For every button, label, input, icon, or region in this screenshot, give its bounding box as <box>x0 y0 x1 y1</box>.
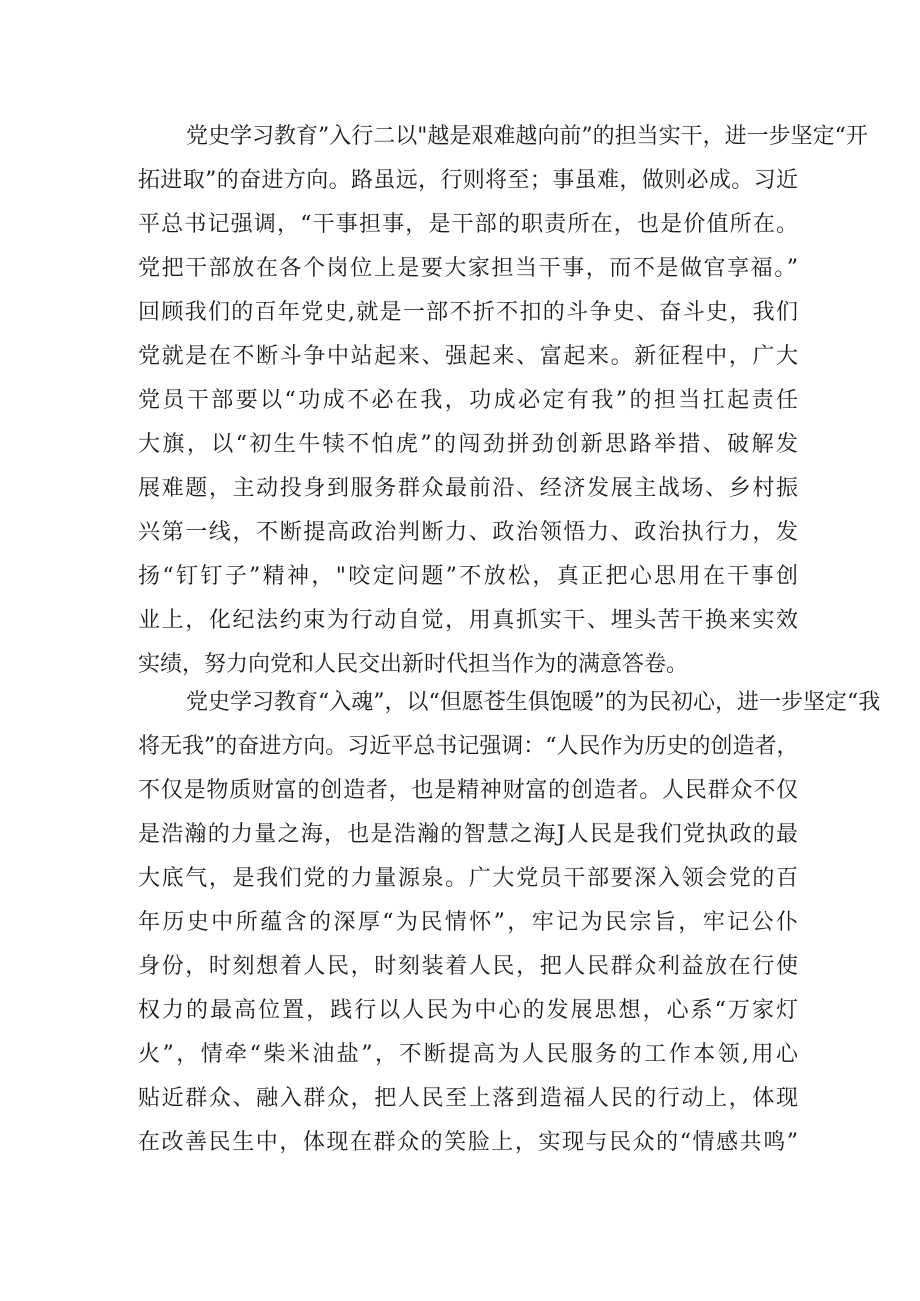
paragraph-2-line-5: 大底气，是我们党的力量源泉。广大党员干部要深入领会党的百 <box>138 866 798 891</box>
paragraph-2-line-8: 权力的最高位置，践行以人民为中心的发展思想，心系“万家灯 <box>138 998 798 1023</box>
paragraph-2-line-7: 身份，时刻想着人民，时刻装着人民，把人民群众利益放在行使 <box>138 954 798 979</box>
paragraph-1-line-10: 兴第一线，不断提高政治判断力、政治领悟力、政治执行力，发 <box>138 520 798 545</box>
paragraph-2-line-10: 贴近群众、融入群众，把人民至上落到造福人民的行动上，体现 <box>138 1086 798 1111</box>
paragraph-1-line-2: 拓进取”的奋进方向。路虽远，行则将至；事虽难，做则必成。习近 <box>138 168 798 193</box>
paragraph-2-line-1: 党史学习教育“入魂”，以“但愿苍生俱饱暖”的为民初心，进一步坚定“我 <box>186 690 881 715</box>
paragraph-2-line-2: 将无我”的奋进方向。习近平总书记强调：“人民作为历史的创造者， <box>138 734 799 759</box>
paragraph-1-line-13: 实绩，努力向党和人民交出新时代担当作为的满意答卷。 <box>138 652 689 677</box>
paragraph-2-line-3: 不仅是物质财富的创造者，也是精神财富的创造者。人民群众不仅 <box>138 778 798 803</box>
paragraph-2-line-11: 在改善民生中，体现在群众的笑脸上，实现与民众的“情感共鸣” <box>138 1130 798 1155</box>
paragraph-1-line-9: 展难题，主动投身到服务群众最前沿、经济发展主战场、乡村振 <box>138 476 798 501</box>
paragraph-1-line-8: 大旗，以“初生牛犊不怕虎”的闯劲拼劲创新思路举措、破解发 <box>138 432 798 457</box>
paragraph-1-line-11: 扬“钉钉子”精神，"咬定问题”不放松，真正把心思用在干事创 <box>138 564 798 589</box>
paragraph-1-line-6: 党就是在不断斗争中站起来、强起来、富起来。新征程中，广大 <box>138 344 798 369</box>
paragraph-1-line-4: 党把干部放在各个岗位上是要大家担当干事，而不是做官享福。” <box>138 256 798 281</box>
paragraph-2-line-9: 火”，情牵“柴米油盐”，不断提高为人民服务的工作本领,用心 <box>138 1042 798 1067</box>
paragraph-1-line-5: 回顾我们的百年党史,就是一部不折不扣的斗争史、奋斗史，我们 <box>138 300 798 325</box>
paragraph-1-line-1: 党史学习教育”入行二以"越是艰难越向前”的担当实干，进一步坚定“开 <box>186 124 868 149</box>
paragraph-1-line-12: 业上，化纪法约束为行动自觉，用真抓实干、埋头苦干换来实效 <box>138 608 798 633</box>
paragraph-2-line-4: 是浩瀚的力量之海，也是浩瀚的智慧之海J人民是我们党执政的最 <box>138 822 798 847</box>
paragraph-2-line-6: 年历史中所蕴含的深厚“为民情怀”，牢记为民宗旨，牢记公仆 <box>138 910 798 935</box>
paragraph-1-line-3: 平总书记强调，“干事担事，是干部的职责所在，也是价值所在。 <box>138 212 798 237</box>
paragraph-1-line-7: 党员干部要以“功成不必在我，功成必定有我”的担当扛起责任 <box>138 388 798 413</box>
